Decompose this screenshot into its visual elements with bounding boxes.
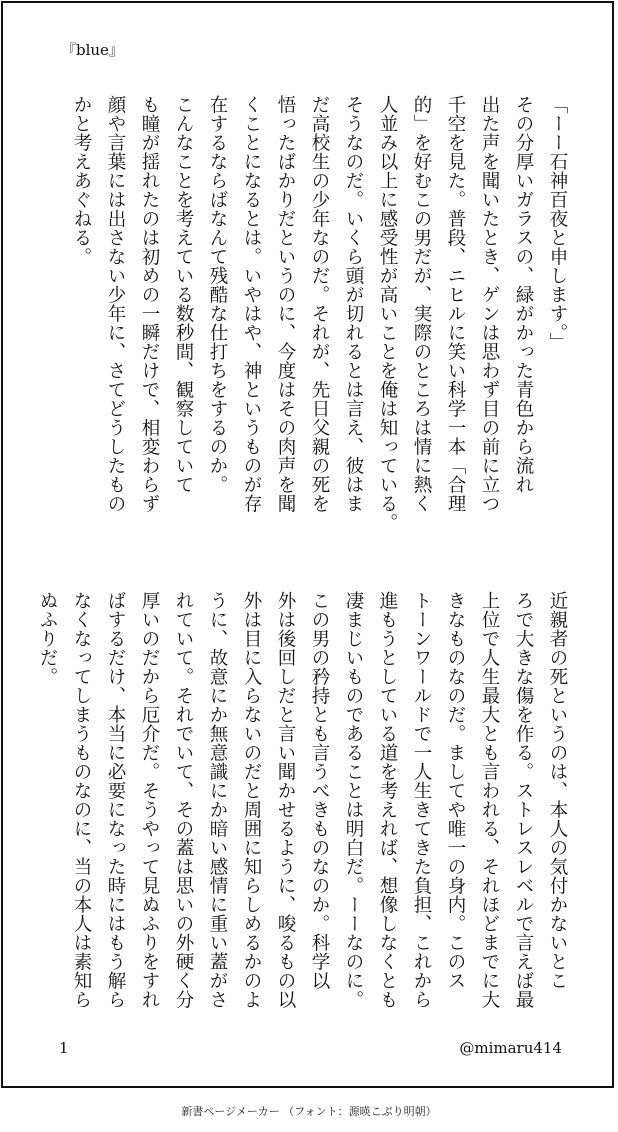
text-line: そうなのだ。いくら頭が切れるとは言え、彼はま: [343, 95, 364, 513]
text-line: うに、故意にか無意識にか暗い感情に重い蓋がさ: [207, 591, 228, 1009]
text-line: かと考えあぐねる。: [71, 95, 92, 266]
lower-text-block: [30, 591, 574, 1009]
generator-credit: 新書ページメーカー （フォント：源暎こぶり明朝）: [181, 1105, 437, 1118]
text-line: 凄まじいものであることは明白だ。ーーなのに。: [343, 591, 364, 1009]
text-line: 在するならばなんて残酷な仕打ちをするのか。: [207, 95, 228, 494]
page-frame: [1, 1, 614, 1088]
text-line: この男の矜持とも言うべきものなのか。科学以: [309, 591, 330, 990]
text-line: 顔や言葉には出さない少年に、さてどうしたもの: [105, 95, 126, 513]
text-line: も瞳が揺れたのは初めの一瞬だけで、相変わらず: [139, 95, 160, 513]
text-line: 的」を好むこの男だが、実際のところは情に熱く: [411, 95, 432, 513]
text-line: 出た声を聞いたとき、ゲンは思わず目の前に立つ: [479, 95, 500, 513]
text-line: 上位で人生最大とも言われる、それほどまでに大: [479, 591, 500, 1009]
text-line: 千空を見た。普段、ニヒルに笑い科学一本「合理: [445, 95, 466, 513]
text-line: ばするだけ、本当に必要になった時にはもう解ら: [105, 591, 126, 1009]
text-line: その分厚いガラスの、緑がかった青色から流れ: [513, 95, 534, 494]
page-number: 1: [59, 1039, 69, 1057]
text-line: 人並み以上に感受性が高いことを俺は知っている。: [377, 95, 398, 532]
upper-text-block: [64, 95, 574, 545]
book-title: 『blue』: [61, 41, 124, 59]
text-line: 近親者の死というのは、本人の気付かないとこ: [547, 591, 568, 990]
text-line: トーンワールドで一人生きてきた負担、これから: [411, 591, 432, 1009]
text-line: なくなってしまうものなのに、当の本人は素知ら: [71, 591, 92, 1009]
text-line: 厚いのだから厄介だ。そうやって見ぬふりをすれ: [139, 591, 160, 1009]
author-handle: @mimaru414: [459, 1039, 562, 1057]
text-line: 悟ったばかりだというのに、今度はその肉声を聞: [275, 95, 296, 513]
text-line: きなものなのだ。ましてや唯一の身内。このス: [445, 591, 466, 990]
text-line: こんなことを考えている数秒間、観察していて: [173, 95, 194, 494]
text-line: 「ーー石神百夜と申します。」: [547, 95, 568, 352]
text-line: ろで大きな傷を作る。ストレスレベルで言えば最: [513, 591, 534, 1009]
text-line: ぬふりだ。: [37, 591, 58, 686]
text-line: 外は後回しだと言い聞かせるように、唆るもの以: [275, 591, 296, 1009]
text-line: くことになるとは。いやはや、神というものが存: [241, 95, 262, 513]
text-line: だ高校生の少年なのだ。それが、先日父親の死を: [309, 95, 330, 513]
text-line: れていて。それでいて、その蓋は思いの外硬く分: [173, 591, 194, 1009]
text-line: 外は目に入らないのだと周囲に知らしめるかのよ: [241, 591, 262, 1009]
text-line: 進もうとしている道を考えれば、想像しなくとも: [377, 591, 398, 1009]
